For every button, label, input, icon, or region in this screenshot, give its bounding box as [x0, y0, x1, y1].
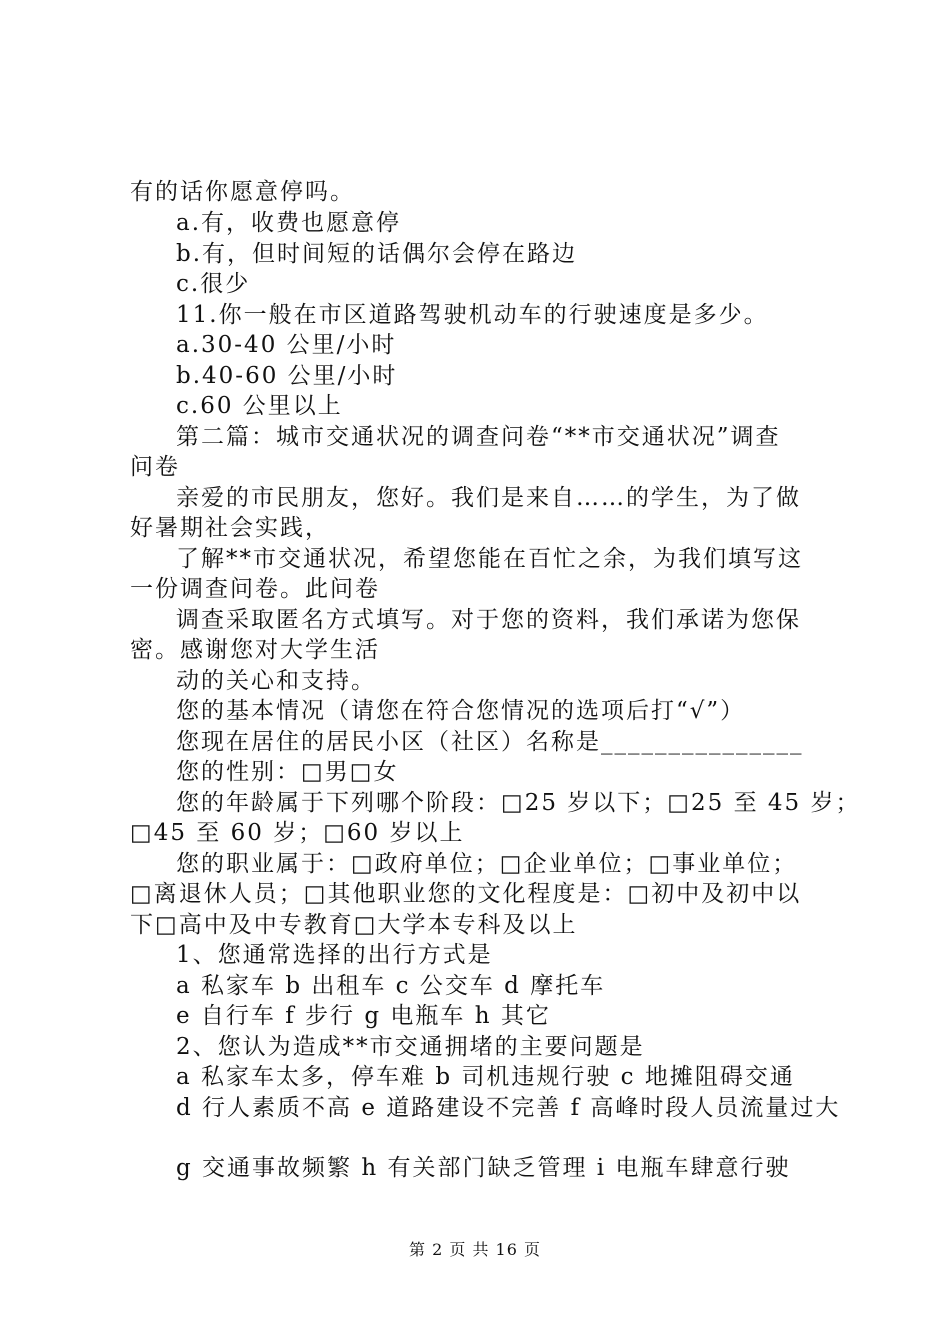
- text-line-28: e 自行车 f 步行 g 电瓶车 h 其它: [176, 1003, 551, 1029]
- text-line-10: 问卷: [130, 454, 180, 480]
- text-line-19: 您现在居住的居民小区（社区）名称是_______________: [176, 729, 804, 755]
- text-line-1: 有的话你愿意停吗。: [130, 179, 355, 205]
- text-line-31: d 行人素质不高 e 道路建设不完善 f 高峰时段人员流量过大: [176, 1095, 841, 1121]
- text-line-22: □45 至 60 岁；□60 岁以上: [130, 820, 465, 846]
- text-line-25: 下□高中及中专教育□大学本专科及以上: [130, 912, 578, 938]
- text-line-12: 好暑期社会实践，: [130, 515, 330, 541]
- text-line-9: 第二篇：城市交通状况的调查问卷“**市交通状况”调查: [176, 424, 781, 450]
- text-line-11: 亲爱的市民朋友，您好。我们是来自……的学生，为了做: [176, 485, 801, 511]
- text-line-14: 一份调查问卷。此问卷: [130, 576, 380, 602]
- text-line-26: 1、您通常选择的出行方式是: [176, 942, 493, 968]
- text-line-13: 了解**市交通状况，希望您能在百忙之余，为我们填写这: [176, 546, 803, 572]
- text-line-4: c.很少: [176, 271, 251, 297]
- text-line-18: 您的基本情况（请您在符合您情况的选项后打“√”）: [176, 698, 746, 724]
- text-line-32: g 交通事故频繁 h 有关部门缺乏管理 i 电瓶车肆意行驶: [176, 1155, 791, 1181]
- text-line-27: a 私家车 b 出租车 c 公交车 d 摩托车: [176, 973, 606, 999]
- text-line-3: b.有，但时间短的话偶尔会停在路边: [176, 241, 578, 267]
- text-line-30: a 私家车太多，停车难 b 司机违规行驶 c 地摊阻碍交通: [176, 1064, 795, 1090]
- text-line-8: c.60 公里以上: [176, 393, 343, 419]
- text-line-2: a.有，收费也愿意停: [176, 210, 402, 236]
- text-line-23: 您的职业属于：□政府单位；□企业单位；□事业单位；: [176, 851, 798, 877]
- text-line-24: □离退休人员；□其他职业您的文化程度是：□初中及初中以: [130, 881, 802, 907]
- text-line-17: 动的关心和支持。: [176, 668, 376, 694]
- text-line-5: 11.你一般在市区道路驾驶机动车的行驶速度是多少。: [176, 302, 769, 328]
- text-line-6: a.30-40 公里/小时: [176, 332, 397, 358]
- page-footer: 第 2 页 共 16 页: [409, 1240, 541, 1259]
- text-line-15: 调查采取匿名方式填写。对于您的资料，我们承诺为您保: [176, 607, 801, 633]
- text-line-16: 密。感谢您对大学生活: [130, 637, 380, 663]
- text-line-29: 2、您认为造成**市交通拥堵的主要问题是: [176, 1034, 645, 1060]
- text-line-21: 您的年龄属于下列哪个阶段：□25 岁以下；□25 至 45 岁；: [176, 790, 861, 816]
- text-line-20: 您的性别：□男□女: [176, 759, 399, 785]
- text-line-7: b.40-60 公里/小时: [176, 363, 398, 389]
